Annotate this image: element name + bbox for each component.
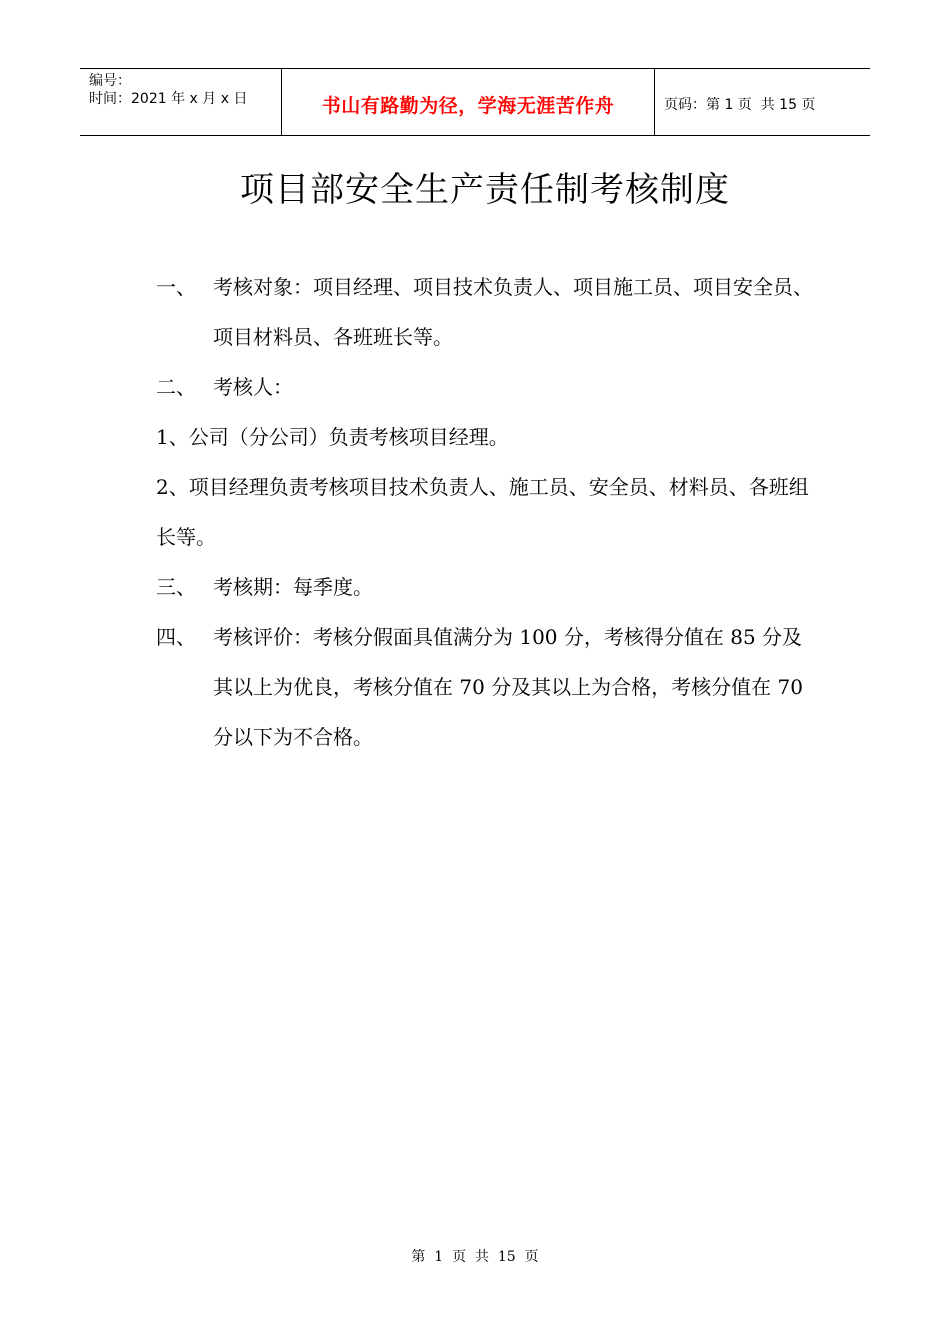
section-three	[156, 562, 836, 612]
section-text: 考核对象：项目经理、项目技术负责人、项目施工员、项目安全员、项目材料员、各班班长等。	[213, 275, 813, 349]
page-label: 页码：第 1 页 共 15 页	[664, 97, 816, 113]
document-title: 项目部安全生产责任制考核制度	[240, 170, 730, 210]
section-number: 四、	[156, 625, 196, 649]
list-item-one: 1、公司（分公司）负责考核项目经理。	[156, 425, 509, 449]
motto-text: 书山有路勤为径，学海无涯苦作舟	[321, 94, 615, 117]
section-number: 二、	[156, 375, 196, 399]
section-number: 三、	[156, 575, 196, 599]
list-item-two: 2、项目经理负责考核项目技术负责人、施工员、安全员、材料员、各班组长等。	[156, 475, 809, 549]
document-header	[80, 68, 870, 136]
header-meta-cell	[80, 69, 282, 135]
header-motto-cell	[282, 69, 655, 135]
page-footer: 第 1 页 共 15 页	[411, 1249, 539, 1265]
section-two	[156, 362, 836, 412]
number-label: 编号：	[89, 73, 131, 89]
section-text: 考核评价：考核分假面具值满分为 100 分，考核得分值在 85 分及其以上为优良，考核分值在 70 分及其以上为合格，考核分值在 70 分以下为不合格。	[213, 625, 803, 749]
document-body	[156, 262, 836, 762]
header-page-cell	[655, 69, 870, 135]
time-label: 时间：2021 年 x 月 x 日	[89, 91, 248, 107]
section-four	[156, 612, 836, 762]
section-text: 考核期：每季度。	[213, 575, 373, 599]
section-one	[156, 262, 836, 362]
section-text: 考核人：	[213, 375, 293, 399]
section-number: 一、	[156, 275, 196, 299]
